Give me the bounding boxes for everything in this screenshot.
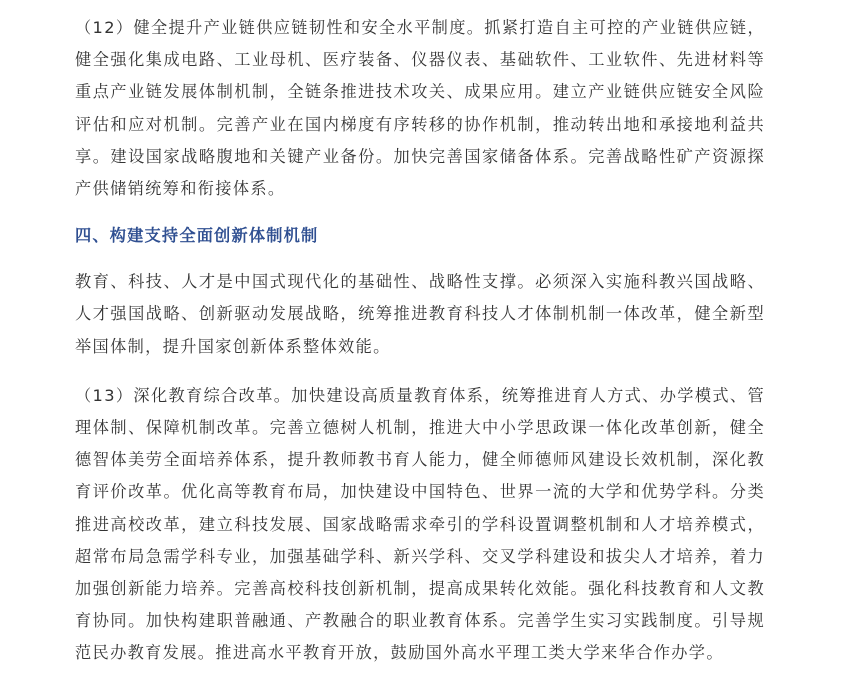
paragraph-12: （12）健全提升产业链供应链韧性和安全水平制度。抓紧打造自主可控的产业链供应链，健全强化集成电路、工业母机、医疗装备、仪器仪表、基础软件、工业软件、先进材料等重点产业链发展体制机制，全链条推进技术攻关、成果应用。建立产业链供应链安全风险评估和应对机制。完善产业在国内梯度有序转移的协作机制，推动转出地和承接地利益共享。建设国家战略腹地和关键产业备份。加快完善国家储备体系。完善战略性矿产资源探产供储销统筹和衔接体系。 — [75, 18, 765, 199]
paragraph-13: （13）深化教育综合改革。加快建设高质量教育体系，统筹推进育人方式、办学模式、管理体制、保障机制改革。完善立德树人机制，推进大中小学思政课一体化改革创新，健全德智体美劳全面培养体系，提升教师教书育人能力，健全师德师风建设长效机制，深化教育评价改革。优化高等教育布局，加快建设中国特色、世界一流的大学和优势学科。分类推进高校改革，建立科技发展、国家战略需求牵引的学科设置调整机制和人才培养模式，超常布局急需学科专业，加强基础学科、新兴学科、交叉学科建设和拔尖人才培养，着力加强创新能力培养。完善高校科技创新机制，提高成果转化效能。强化科技教育和人文教育协同。加快构建职普融通、产教融合的职业教育体系。完善学生实习实践制度。引导规范民办教育发展。推进高水平教育开放，鼓励国外高水平理工类大学来华合作办学。 — [75, 385, 765, 663]
article-body — [75, 12, 765, 670]
section-intro-paragraph: 教育、科技、人才是中国式现代化的基础性、战略性支撑。必须深入实施科教兴国战略、人才强国战略、创新驱动发展战略，统筹推进教育科技人才体制机制一体改革，健全新型举国体制，提升国家创新体系整体效能。 — [75, 272, 765, 356]
section-heading: 四、构建支持全面创新体制机制 — [75, 226, 319, 246]
